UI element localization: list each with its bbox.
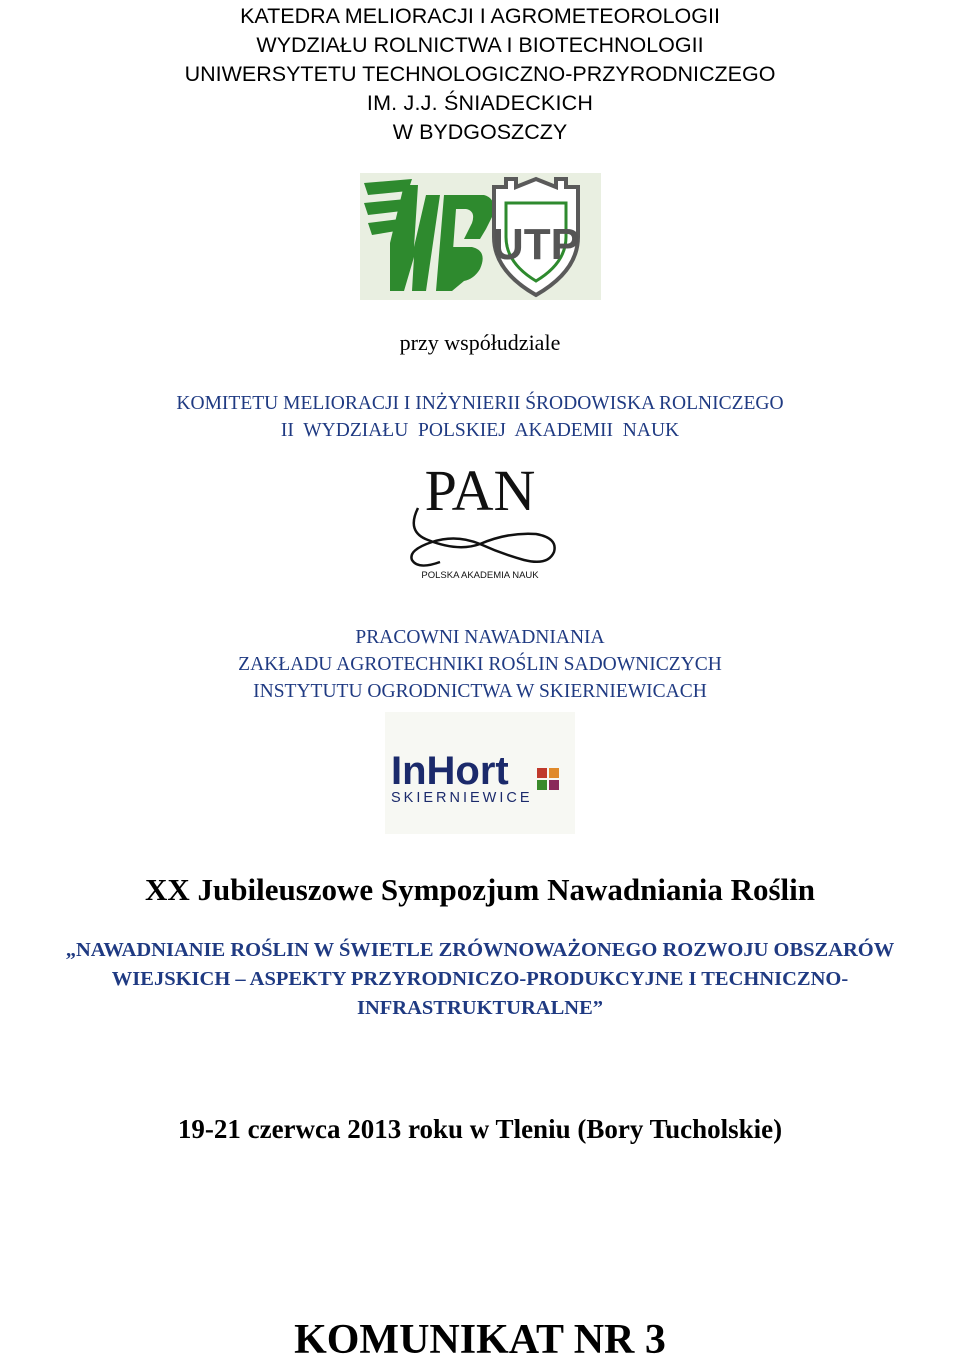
committee-block bbox=[0, 390, 960, 444]
university-logo bbox=[360, 173, 601, 300]
inhort-logo bbox=[385, 712, 575, 834]
committee-line-1: KOMITETU MELIORACJI I INŻYNIERII ŚRODOWISKA ROLNICZEGO bbox=[176, 393, 784, 414]
inhort-name: InHort bbox=[391, 749, 509, 793]
subtitle-line-1: „NAWADNIANIE ROŚLIN W ŚWIETLE ZRÓWNOWAŻONEGO ROZWOJU OBSZARÓW bbox=[65, 939, 895, 961]
symposium-subtitle bbox=[0, 936, 960, 1023]
lab-line-3: INSTYTUTU OGRODNICTWA W SKIERNIEWICACH bbox=[253, 681, 707, 702]
header-line-2: WYDZIAŁU ROLNICTWA I BIOTECHNOLOGII bbox=[256, 33, 704, 57]
event-date-place: 19-21 czerwca 2013 roku w Tleniu (Bory Tucholskie) bbox=[177, 1114, 783, 1144]
pan-logo bbox=[398, 462, 563, 582]
header-line-5: W BYDGOSZCZY bbox=[392, 120, 568, 144]
pan-letters: PAN bbox=[424, 462, 536, 523]
pan-caption: POLSKA AKADEMIA NAUK bbox=[421, 570, 539, 581]
announcement-title: KOMUNIKAT NR 3 bbox=[294, 1317, 666, 1363]
lab-line-2: ZAKŁADU AGROTECHNIKI ROŚLIN SADOWNICZYCH bbox=[238, 654, 722, 675]
header-line-4: IM. J.J. ŚNIADECKICH bbox=[366, 91, 594, 115]
utp-letters: UTP bbox=[492, 220, 580, 269]
subtitle-line-2: WIEJSKICH – ASPEKTY PRZYRODNICZO-PRODUKCYJNE I TECHNICZNO- bbox=[111, 968, 849, 990]
inhort-city: SKIERNIEWICE bbox=[391, 790, 533, 806]
header-line-3: UNIWERSYTETU TECHNOLOGICZNO-PRZYRODNICZEGO bbox=[184, 62, 776, 86]
subtitle-line-3: INFRASTRUKTURALNE” bbox=[356, 997, 604, 1019]
committee-line-2: II WYDZIAŁU POLSKIEJ AKADEMII NAUK bbox=[280, 420, 680, 441]
lab-block bbox=[0, 624, 960, 705]
symposium-title: XX Jubileuszowe Sympozjum Nawadniania Roślin bbox=[144, 872, 816, 907]
header-line-1: KATEDRA MELIORACJI I AGROMETEOROLOGII bbox=[240, 4, 720, 28]
cooperation-label: przy współudziale bbox=[399, 330, 561, 355]
lab-line-1: PRACOWNI NAWADNIANIA bbox=[355, 627, 605, 648]
university-header bbox=[0, 2, 960, 147]
